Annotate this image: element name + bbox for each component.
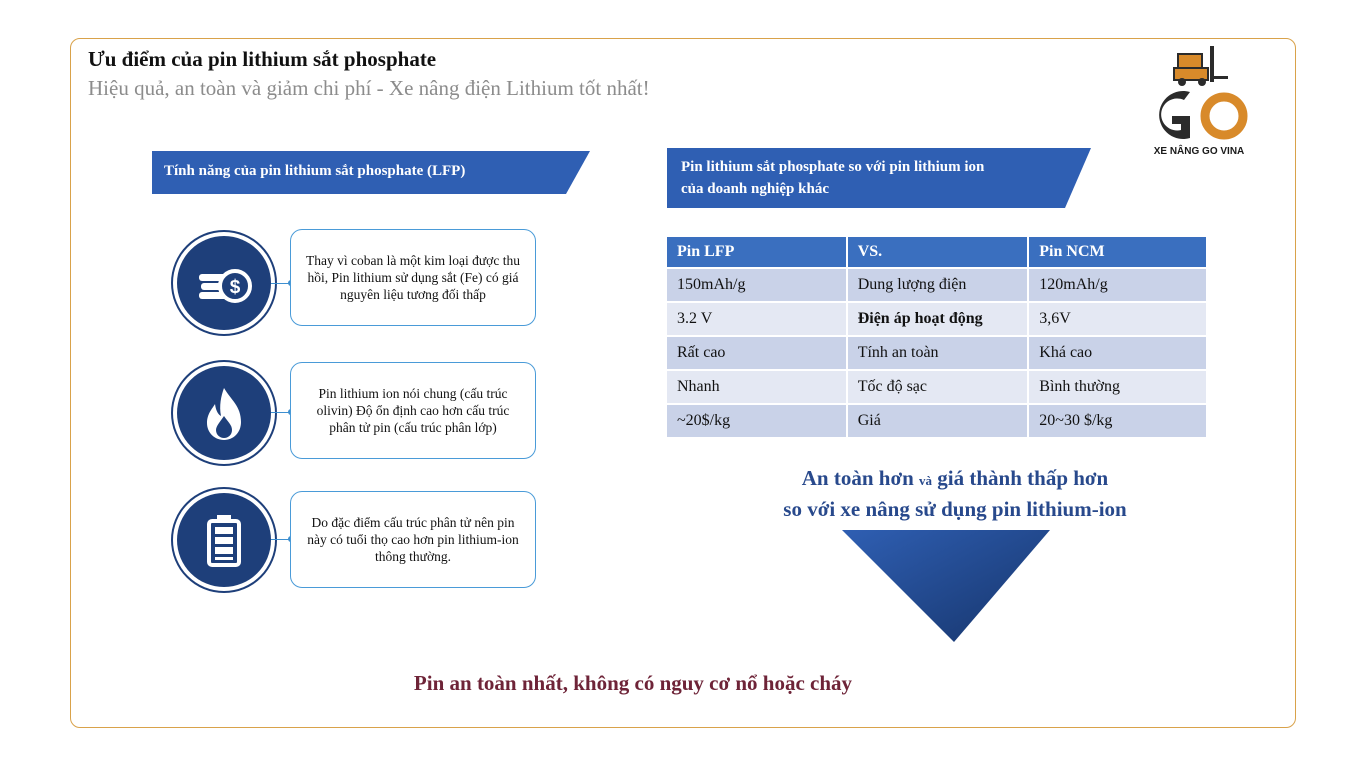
- table-cell: Bình thường: [1028, 370, 1207, 404]
- table-cell: 3,6V: [1028, 302, 1207, 336]
- table-cell: ~20$/kg: [667, 404, 847, 438]
- feature-callout: Do đặc điểm cấu trúc phân tử nên pin này có tuổi thọ cao hơn pin lithium-ion thông thường.: [290, 491, 536, 588]
- table-cell: Tốc độ sạc: [847, 370, 1029, 404]
- table-cell: Rất cao: [667, 336, 847, 370]
- highlight-part1: An toàn hơn: [801, 466, 914, 490]
- table-cell: Điện áp hoạt động: [847, 302, 1029, 336]
- down-triangle-shape: [842, 530, 1050, 642]
- page-subtitle: Hiệu quả, an toàn và giảm chi phí - Xe nâng điện Lithium tốt nhất!: [88, 76, 650, 100]
- highlight-line2: so với xe nâng sử dụng pin lithium-ion: [783, 497, 1127, 521]
- feature-connector: [271, 412, 291, 413]
- go-forklift-logo: [1138, 44, 1260, 162]
- features-banner: [152, 151, 590, 194]
- letter-o-shape: [1205, 97, 1243, 135]
- flame-icon: [177, 366, 271, 460]
- table-row: [667, 336, 1207, 370]
- table-cell: 3.2 V: [667, 302, 847, 336]
- table-header-row: [667, 237, 1207, 268]
- feature-connector: [271, 539, 291, 540]
- table-row: [667, 268, 1207, 302]
- table-cell: Nhanh: [667, 370, 847, 404]
- table-header-cell: VS.: [847, 237, 1029, 268]
- feature-icon-circle: [177, 366, 271, 460]
- comparison-banner-line1: Pin lithium sắt phosphate so với pin lithium ion: [681, 159, 985, 175]
- feature-callout: Pin lithium ion nói chung (cấu trúc olivin) Độ ổn định cao hơn cấu trúc phân tử pin (cấu trúc phân lớp): [290, 362, 536, 459]
- coins-dollar-icon: [177, 236, 271, 330]
- letter-g-shape: [1159, 91, 1190, 139]
- feature-callout: Thay vì coban là một kim loại được thu hồi, Pin lithium sử dụng sắt (Fe) có giá nguyên liệu tương đối thấp: [290, 229, 536, 326]
- table-cell: Dung lượng điện: [847, 268, 1029, 302]
- table-header-cell: Pin NCM: [1028, 237, 1207, 268]
- highlight-connector: và: [919, 473, 933, 488]
- highlight-part2: giá thành thấp hơn: [937, 466, 1109, 490]
- battery-icon: [177, 493, 271, 587]
- svg-text:$: $: [229, 277, 241, 298]
- footer-message: Pin an toàn nhất, không có nguy cơ nổ hoặc cháy: [413, 671, 853, 695]
- feature-connector: [271, 283, 291, 284]
- comparison-banner: [667, 148, 1091, 208]
- comparison-banner-line2: của doanh nghiệp khác: [681, 181, 829, 197]
- features-banner-text: Tính năng của pin lithium sắt phosphate (LFP): [164, 163, 466, 179]
- table-cell: 20~30 $/kg: [1028, 404, 1207, 438]
- table-cell: Tính an toàn: [847, 336, 1029, 370]
- table-row: [667, 370, 1207, 404]
- table-cell: 120mAh/g: [1028, 268, 1207, 302]
- feature-icon-circle: [177, 493, 271, 587]
- table-cell: Khá cao: [1028, 336, 1207, 370]
- table-row: [667, 302, 1207, 336]
- page-title: Ưu điểm của pin lithium sắt phosphate: [88, 47, 437, 71]
- table-row: [667, 404, 1207, 438]
- table-cell: 150mAh/g: [667, 268, 847, 302]
- feature-icon-circle: [177, 236, 271, 330]
- table-cell: Giá: [847, 404, 1029, 438]
- highlight-line1: [700, 464, 1210, 495]
- forklift-icon: [1174, 46, 1228, 86]
- comparison-table: [667, 237, 1208, 439]
- highlight-message: [700, 464, 1210, 524]
- table-header-cell: Pin LFP: [667, 237, 847, 268]
- logo-text: XE NÂNG GO VINA: [1153, 146, 1245, 157]
